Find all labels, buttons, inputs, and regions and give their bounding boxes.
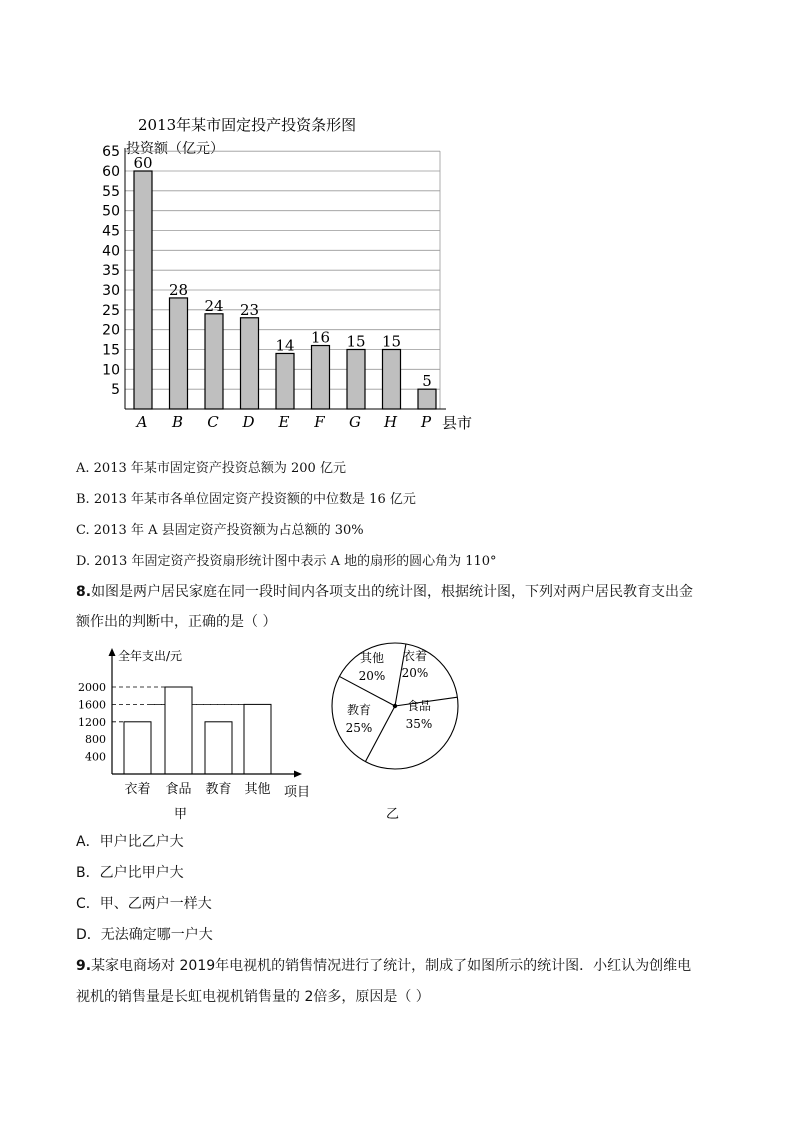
chart1-ytick-label: 65	[102, 144, 120, 161]
chart1-data-label: 23	[239, 300, 260, 319]
chart2-xtick-label: 教育	[205, 782, 232, 797]
q7-option-b[interactable]: B. 2013 年某市各单位固定资产投资额的中位数是 16 亿元	[76, 492, 416, 507]
chart1-ytick-label: 30	[102, 283, 120, 299]
chart2-bar	[205, 722, 232, 774]
chart1-ytick-label: 45	[102, 223, 120, 240]
chart2-caption: 甲	[174, 807, 188, 822]
chart2-ytick-label: 2000	[78, 681, 106, 694]
investment-bar-chart	[90, 108, 490, 438]
q8-stem-line2: 额作出的判断中，正确的是（ ）	[76, 614, 277, 630]
chart1-data-label: 15	[381, 332, 402, 351]
chart1-bar	[170, 298, 188, 409]
pie-slice-percent: 20%	[358, 669, 386, 683]
q7-option-a[interactable]: A. 2013 年某市固定资产投资总额为 200 亿元	[76, 461, 346, 476]
q7-option-d[interactable]: D. 2013 年固定资产投资扇形统计图中表示 A 地的扇形的圆心角为 110°	[76, 554, 497, 569]
chart1-ytick-label: 40	[102, 243, 120, 260]
pie-slice-label: 食品	[406, 699, 432, 713]
chart2-bar	[165, 687, 192, 774]
chart2-xtick-label: 衣着	[124, 782, 151, 797]
pie-center	[393, 704, 397, 708]
chart1-data-label: 60	[133, 154, 153, 172]
chart1-title: 2013年某市固定投产投资条形图	[138, 116, 357, 134]
q8-option-c[interactable]: C．甲、乙两户一样大	[76, 896, 212, 912]
expense-pie-chart	[326, 640, 466, 825]
chart1-xtick-label: P	[420, 413, 432, 431]
pie-slice-label: 教育	[346, 703, 372, 717]
chart1-ytick-label: 20	[102, 322, 120, 339]
chart1-ytick-label: 10	[102, 362, 120, 379]
chart1-ytick-label: 50	[102, 203, 120, 220]
chart1-ytick-label: 5	[111, 382, 120, 399]
chart2-xtick-label: 食品	[165, 782, 192, 797]
chart1-data-label: 5	[422, 372, 432, 391]
chart1-bar	[241, 318, 259, 409]
chart2-bar	[244, 704, 271, 774]
q9-stem-line2: 视机的销售量是长虹电视机销售量的 2倍多，原因是（ ）	[76, 989, 430, 1005]
chart2-ytick-label: 1200	[78, 715, 106, 729]
chart1-data-label: 16	[310, 328, 331, 347]
q8-option-a[interactable]: A．甲户比乙户大	[76, 834, 184, 850]
chart1-bar	[276, 353, 294, 409]
chart1-bar	[205, 314, 223, 409]
pie-slice-label: 衣着	[402, 649, 428, 663]
chart1-ytick-label: 60	[102, 164, 120, 180]
chart2-ytick-label: 1600	[78, 698, 106, 712]
chart1-xlabel: 县市	[442, 414, 473, 432]
chart2-ytick-label: 400	[85, 750, 106, 764]
q8-option-b[interactable]: B．乙户比甲户大	[76, 865, 184, 881]
chart1-ytick-label: 55	[102, 183, 120, 200]
chart1-data-label: 28	[168, 280, 189, 299]
chart1-bar	[134, 171, 152, 409]
chart1-xtick-label: F	[314, 413, 325, 431]
pie-slice-percent: 25%	[345, 721, 373, 735]
chart1-data-label: 24	[204, 296, 224, 315]
chart1-xtick-label: H	[383, 413, 398, 431]
chart2-ytick-label: 800	[85, 733, 106, 747]
chart1-bar	[347, 350, 365, 410]
chart1-data-label: 14	[275, 336, 295, 355]
chart1-bar	[383, 350, 401, 410]
chart1-bar	[418, 389, 436, 409]
q9-stem-line1	[76, 955, 691, 975]
chart1-data-label: 15	[346, 332, 366, 351]
q8-stem-line1	[76, 581, 693, 601]
chart2-y-arrow	[109, 648, 116, 656]
chart1-ytick-label: 25	[102, 302, 120, 319]
chart1-xtick-label: G	[349, 413, 361, 431]
chart1-xtick-label: D	[242, 413, 255, 431]
chart3-caption: 乙	[386, 807, 400, 822]
q9-number: 9.	[76, 958, 92, 974]
chart2-xlabel: 项目	[284, 785, 311, 800]
q8-option-d[interactable]: D．无法确定哪一户大	[76, 927, 213, 943]
q7-option-c[interactable]: C. 2013 年 A 县固定资产投资额为占总额的 30%	[76, 523, 364, 538]
pie-slice-percent: 35%	[405, 717, 433, 731]
chart1-bar	[312, 346, 330, 409]
chart2-ylabel: 全年支出/元	[118, 649, 183, 663]
chart1-xtick-label: E	[278, 413, 290, 431]
chart1-xtick-label: B	[171, 413, 184, 431]
chart1-ytick-label: 35	[102, 263, 120, 280]
chart1-ylabel: 投资额（亿元）	[126, 141, 224, 157]
expense-bar-chart	[70, 640, 320, 825]
chart1-xtick-label: C	[207, 413, 219, 431]
chart2-bar	[124, 722, 151, 774]
q8-text-1: 如图是两户居民家庭在同一段时间内各项支出的统计图，根据统计图，下列对两户居民教育支出金	[91, 584, 694, 600]
pie-slice-label: 其他	[359, 651, 385, 665]
chart2-x-arrow	[294, 771, 302, 778]
chart1-ytick-label: 15	[102, 342, 120, 359]
chart1-xtick-label: A	[136, 413, 148, 431]
pie-slice-percent: 20%	[401, 666, 429, 680]
chart2-xtick-label: 其他	[244, 782, 271, 797]
q9-text-1: 某家电商场对 2019年电视机的销售情况进行了统计，制成了如图所示的统计图．小红认为创维电	[91, 958, 692, 974]
q8-number: 8.	[76, 584, 92, 600]
